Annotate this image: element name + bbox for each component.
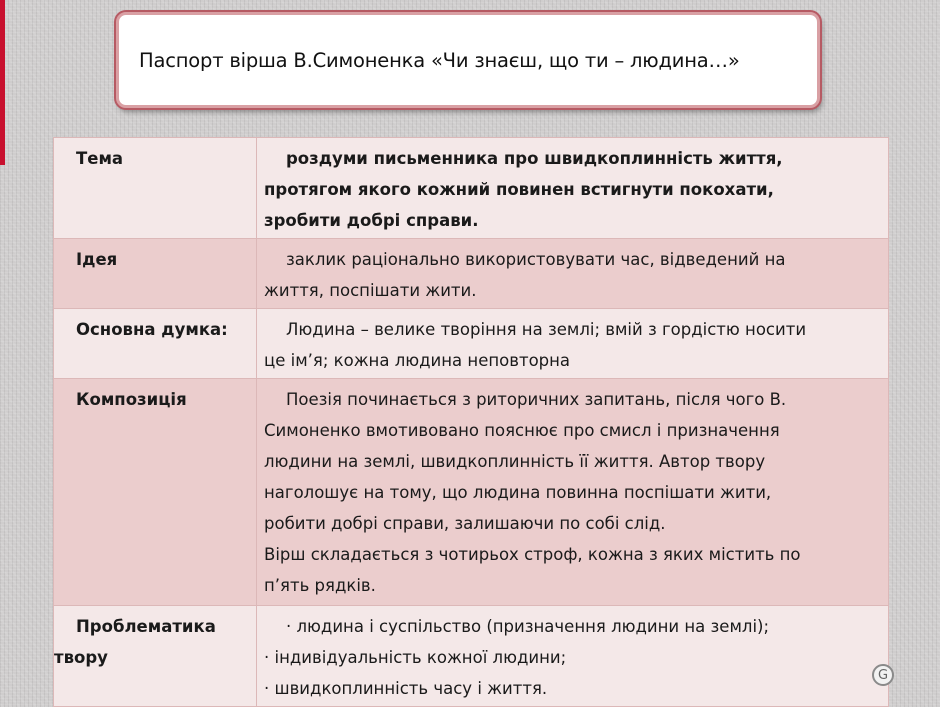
value-line: Вірш складається з чотирьох строф, кожна з яких містить по	[264, 545, 801, 564]
row-label-osnovna-dumka	[54, 309, 257, 379]
row-value-osnovna-dumka	[257, 309, 889, 379]
circular-nav-icon[interactable]	[872, 664, 894, 686]
value-line: Поезія починається з риторичних запитань, після чого В.	[286, 390, 787, 409]
value-line: це ім’я; кожна людина неповторна	[264, 351, 571, 370]
row-label-text: Тема	[76, 149, 124, 168]
value-line: Людина – велике творіння на землі; вмій з гордістю носити	[286, 320, 807, 339]
value-line: · індивідуальність кожної людини;	[264, 648, 567, 667]
value-line: наголошує на тому, що людина повинна поспішати жити,	[264, 483, 772, 502]
row-value-kompozytsiia	[257, 379, 889, 606]
row-value-tema	[257, 138, 889, 239]
table-row-osnovna-dumka	[54, 309, 889, 379]
value-line: п’ять рядків.	[264, 576, 376, 595]
row-label-tema	[54, 138, 257, 239]
row-label-text: Основна думка:	[76, 320, 228, 339]
row-label-text: Композиція	[76, 390, 187, 409]
row-label-text: Проблематика	[76, 617, 216, 636]
value-line: · людина і суспільство (призначення людини на землі);	[286, 617, 770, 636]
left-accent-bar	[0, 0, 5, 165]
row-value-problematyka	[257, 606, 889, 707]
value-line: заклик раціонально використовувати час, відведений на	[286, 250, 786, 269]
table-row-tema	[54, 138, 889, 239]
value-line: · швидкоплинність часу і життя.	[264, 679, 548, 698]
page-title: Паспорт вірша В.Симоненка «Чи знаєш, що ти – людина…»	[139, 48, 740, 72]
row-value-ideia	[257, 239, 889, 309]
value-line: зробити добрі справи.	[264, 211, 479, 230]
value-line: Симоненко вмотивовано пояснює про смисл і призначення	[264, 421, 780, 440]
title-box	[116, 12, 820, 108]
value-line: протягом якого кожний повинен встигнути покохати,	[264, 180, 774, 199]
row-label-kompozytsiia	[54, 379, 257, 606]
table-row-problematyka	[54, 606, 889, 707]
row-label-ideia	[54, 239, 257, 309]
value-line: людини на землі, швидкоплинність її життя. Автор твору	[264, 452, 766, 471]
value-line: робити добрі справи, залишаючи по собі слід.	[264, 514, 666, 533]
nav-icon-glyph: G	[877, 667, 889, 683]
row-label-text: твору	[54, 648, 108, 667]
value-line: роздуми письменника про швидкоплинність життя,	[286, 149, 783, 168]
value-line: життя, поспішати жити.	[264, 281, 477, 300]
passport-table	[53, 137, 889, 707]
row-label-problematyka	[54, 606, 257, 707]
table-row-ideia	[54, 239, 889, 309]
row-label-text: Ідея	[76, 250, 118, 269]
table-row-kompozytsiia	[54, 379, 889, 606]
